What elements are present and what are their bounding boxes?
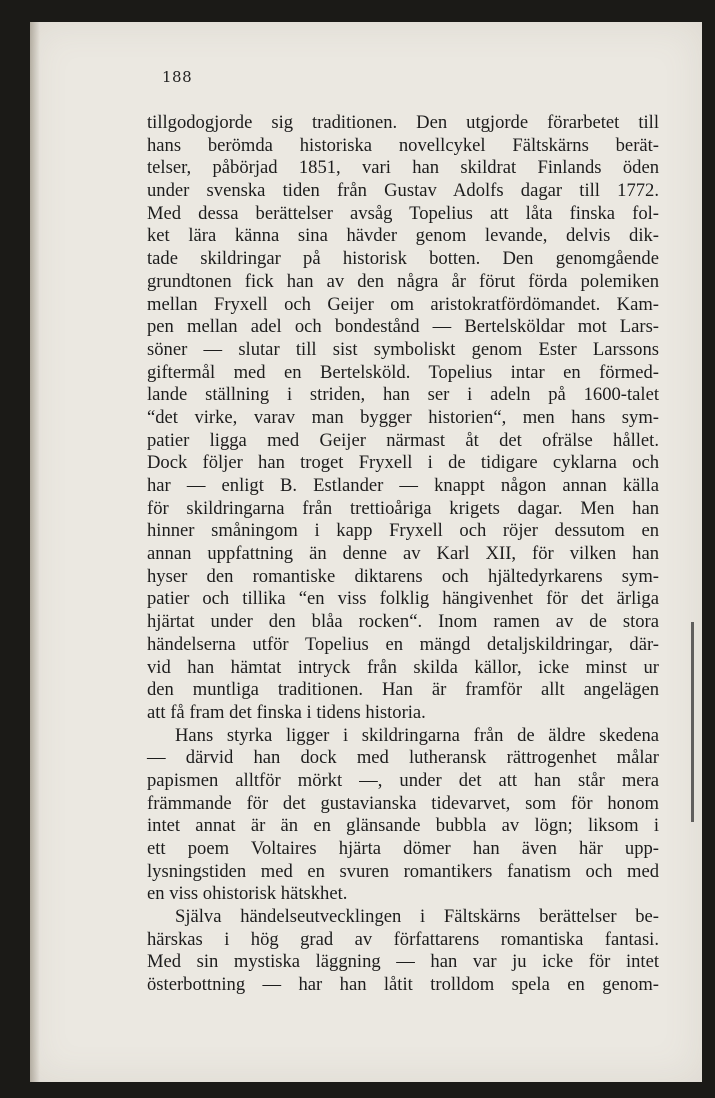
text-line: ket lära känna sina hävder genom levande, delvis dik- bbox=[147, 225, 659, 247]
text-line: ett poem Voltaires hjärta dömer han även här upp- bbox=[147, 838, 659, 859]
text-line: söner — slutar till sist symboliskt genom Ester Larssons bbox=[147, 338, 659, 360]
text-line: under svenska tiden från Gustav Adolfs dagar till 1772. bbox=[147, 180, 659, 202]
page-edge-mark bbox=[691, 622, 694, 822]
text-line: hjärtat under den blåa rocken“. Inom ramen av de stora bbox=[147, 611, 659, 633]
text-line: händelserna utför Topelius en mängd detaljskildringar, där- bbox=[147, 633, 659, 655]
text-line: telser, påbörjad 1851, vari han skildrat Finlands öden bbox=[147, 157, 659, 179]
text-line: grundtonen fick han av den några år förut förda polemiken bbox=[147, 270, 659, 292]
text-line: att få fram det finska i tidens historia. bbox=[147, 701, 426, 723]
text-line: Själva händelseutvecklingen i Fältskärns berättelser be- bbox=[175, 906, 659, 928]
text-line: tillgodogjorde sig traditionen. Den utgjorde förarbetet till bbox=[147, 112, 659, 133]
text-line: den muntliga traditionen. Han är framför allt angelägen bbox=[147, 679, 659, 701]
text-line: en viss ohistorisk hätskhet. bbox=[147, 883, 348, 905]
text-line: Med dessa berättelser avsåg Topelius att låta finska fol- bbox=[147, 202, 659, 224]
text-line: hyser den romantiske diktarens och hjältedyrkarens sym- bbox=[147, 565, 659, 587]
text-line: tade skildringar på historisk botten. Den genomgående bbox=[147, 248, 659, 270]
text-line: hans berömda historiska novellcykel Fältskärns berät- bbox=[147, 134, 659, 156]
text-line: patier ligga med Geijer närmast åt det ofrälse hållet. bbox=[147, 429, 659, 451]
text-line: Dock följer han troget Fryxell i de tidigare cyklarna och bbox=[147, 452, 659, 474]
text-line: främmande för det gustavianska tidevarvet, som för honom bbox=[147, 792, 659, 814]
text-line: papismen alltför mörkt —, under det att han står mera bbox=[147, 769, 659, 791]
text-line: har — enligt B. Estlander — knappt någon annan källa bbox=[147, 475, 659, 496]
text-line: patier och tillika “en viss folklig hängivenhet för det ärliga bbox=[147, 588, 659, 610]
text-line: hinner småningom i kapp Fryxell och röjer dessutom en bbox=[147, 520, 659, 542]
text-line: lande ställning i striden, han ser i adeln på 1600-talet bbox=[147, 384, 659, 406]
page-number: 188 bbox=[162, 68, 193, 86]
text-line: Med sin mystiska läggning — han var ju icke för intet bbox=[147, 951, 659, 973]
text-line: annan uppfattning än denne av Karl XII, för vilken han bbox=[147, 543, 659, 565]
text-line: härskas i hög grad av författarens romantiska fantasi. bbox=[147, 928, 659, 950]
text-line: mellan Fryxell och Geijer om aristokratfördömandet. Kam- bbox=[147, 293, 659, 315]
text-line: Hans styrka ligger i skildringarna från de äldre skedena bbox=[175, 724, 659, 746]
body-text bbox=[147, 112, 659, 997]
text-line: lysningstiden med en svuren romantikers fanatism och med bbox=[147, 860, 659, 882]
text-line: för skildringarna från trettioåriga krigets dagar. Men han bbox=[147, 497, 659, 519]
text-line: — därvid han dock med lutheransk rättrogenhet målar bbox=[147, 747, 659, 769]
text-line: vid han hämtat intryck från skilda källor, icke minst ur bbox=[147, 656, 659, 678]
text-line: österbottning — har han låtit trolldom spela en genom- bbox=[147, 974, 659, 996]
text-line: giftermål med en Bertelsköld. Topelius intar en förmed- bbox=[147, 361, 659, 383]
text-line: intet annat är än en glänsande bubbla av lögn; liksom i bbox=[147, 815, 659, 837]
text-line: “det virke, varav man bygger historien“, men hans sym- bbox=[147, 406, 659, 428]
page-gutter-shadow bbox=[30, 22, 40, 1082]
text-line: pen mellan adel och bondestånd — Bertelsköldar mot Lars- bbox=[147, 316, 659, 338]
